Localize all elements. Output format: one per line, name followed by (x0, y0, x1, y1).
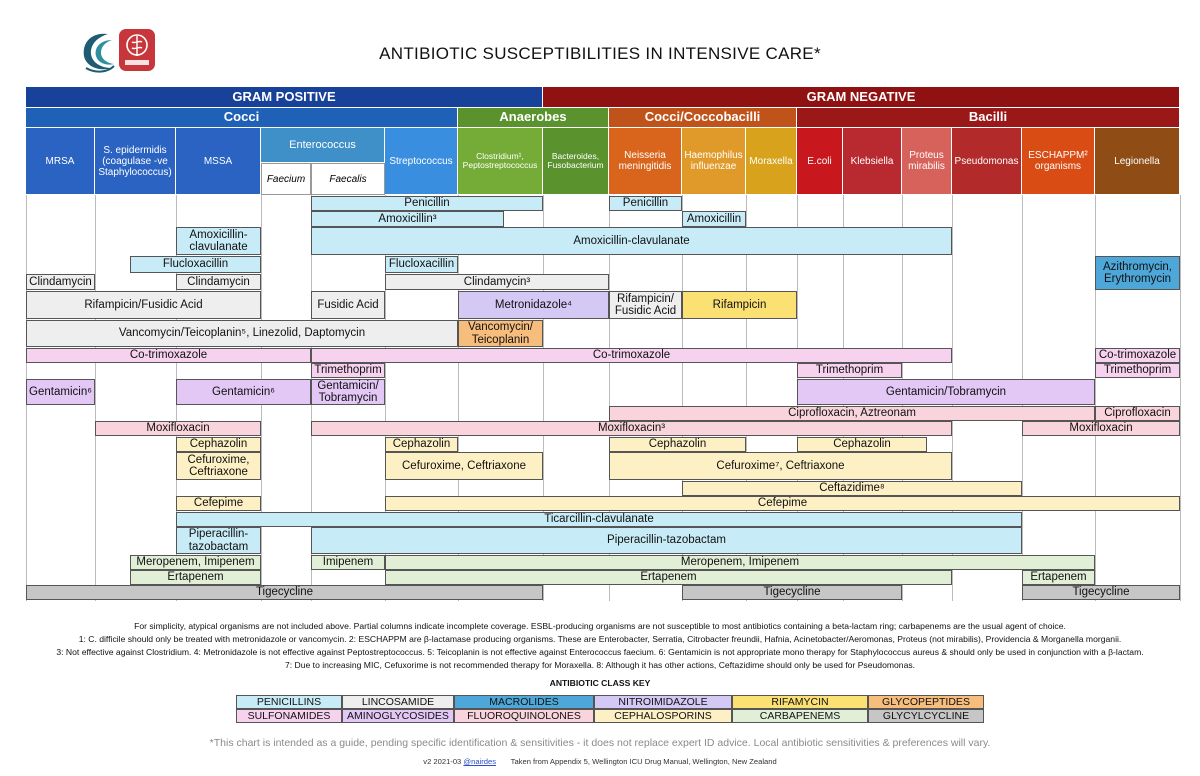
organism-pseudomonas: Pseudomonas (952, 128, 1022, 195)
bar-cephazolin: Cephazolin (609, 437, 746, 452)
key-macrolides: MACROLIDES (454, 695, 594, 709)
header-gram-positive: GRAM POSITIVE (26, 87, 543, 108)
bar-tigecycline: Tigecycline (26, 585, 543, 600)
bar-vancomycin: Vancomycin/Teicoplanin⁵, Linezolid, Daptomycin (26, 320, 458, 347)
key-title: ANTIBIOTIC CLASS KEY (549, 678, 651, 688)
organism-clostridium: Clostridium¹, Peptostreptococcus (458, 128, 543, 195)
organism-s-epidermidis: S. epidermidis (coagulase -ve Staphylococcus) (95, 128, 176, 195)
bar-cephazolin: Cephazolin (385, 437, 458, 452)
footnote-7-8: 7: Due to increasing MIC, Cefuxorime is not recommended therapy for Moraxella. 8: Although it has other actions, Ceftazidime should only be used for Pseudomonas. (284, 660, 916, 670)
version: v2 2021-03 (423, 757, 462, 766)
bar-rifampicin-fusidic-acid: Rifampicin/ Fusidic Acid (609, 291, 682, 319)
bar-clindamycin: Clindamycin (26, 274, 95, 290)
key-glycylcycline: GLYCYLCYCLINE (868, 709, 984, 723)
bar-flucloxacillin: Flucloxacillin (130, 256, 261, 273)
organism-mssa: MSSA (176, 128, 261, 195)
bar-cephazolin: Cephazolin (797, 437, 927, 452)
key-rifamycin: RIFAMYCIN (732, 695, 868, 709)
organism-bacteroides: Bacteroides, Fusobacterium (543, 128, 609, 195)
bar-co-trimoxazole: Co-trimoxazole (311, 348, 952, 363)
organism-moraxella: Moraxella (746, 128, 797, 195)
bar-meropenem-imipenem: Meropenem, Imipenem (130, 555, 261, 570)
bar-ertapenem: Ertapenem (130, 570, 261, 585)
disclaimer: *This chart is intended as a guide, pending specific identification & sensitivities - it does not replace expert ID advice. Local antibiotic sensitivities & preferences will vary. (209, 737, 991, 749)
bar-ceftazidime: Ceftazidime⁸ (682, 481, 1022, 496)
bar-piperacillin-tazobactam: Piperacillin- tazobactam (176, 527, 261, 554)
bar-ertapenem: Ertapenem (1022, 570, 1095, 585)
bar-gentamicin: Gentamicin⁶ (176, 379, 311, 405)
key-glycopeptides: GLYCOPEPTIDES (868, 695, 984, 709)
organism-faecium: Faecium (261, 163, 311, 195)
bar-co-trimoxazole: Co-trimoxazole (26, 348, 311, 363)
bar-imipenem: Imipenem (311, 555, 385, 570)
header-cocci-positive: Cocci (26, 108, 458, 128)
bar-metronidazole: Metronidazole⁴ (458, 291, 609, 319)
key-cephalosporins: CEPHALOSPORINS (594, 709, 732, 723)
bar-vancomycin: Vancomycin/ Teicoplanin (458, 320, 543, 347)
organism-haemophilus: Haemophilus influenzae (682, 128, 746, 195)
key-aminoglycosides: AMINOGLYCOSIDES (342, 709, 454, 723)
bar-gentamicin: Gentamicin⁶ (26, 379, 95, 405)
author-handle-link[interactable]: @nairdes (463, 757, 497, 766)
bar-gentamicin-tobramycin: Gentamicin/ Tobramycin (311, 379, 385, 405)
bar-tigecycline: Tigecycline (1022, 585, 1180, 600)
header-bacilli: Bacilli (797, 108, 1180, 128)
bar-cephazolin: Cephazolin (176, 437, 261, 452)
footnote-1-2: 1: C. difficile should only be treated with metronidazole or vancomycin. 2: ESCHAPPM are β-lactamase producing organisms. These are Enterobacter, Serratia, Citrobacter freundii, Hafnia, Acinetobacter/Aeromonas, Proteus (not mirabilis), Providencia & Morganella morganii. (78, 634, 1122, 644)
bar-moxifloxacin: Moxifloxacin (95, 421, 261, 436)
bar-amoxicillin-clavulanate: Amoxicillin-clavulanate (176, 227, 261, 255)
bar-piperacillin-tazobactam: Piperacillin-tazobactam (311, 527, 1022, 554)
key-lincosamide: LINCOSAMIDE (342, 695, 454, 709)
grid-line (95, 195, 96, 601)
bar-ciprofloxacin-aztreonam: Ciprofloxacin, Aztreonam (609, 406, 1095, 421)
bar-cefuroxime-ceftriaxone: Cefuroxime⁷, Ceftriaxone (609, 452, 952, 480)
bar-ertapenem: Ertapenem (385, 570, 952, 585)
key-sulfonamides: SULFONAMIDES (236, 709, 342, 723)
bar-cefuroxime-ceftriaxone: Cefuroxime, Ceftriaxone (385, 452, 543, 480)
bar-azithromycin: Azithromycin, Erythromycin (1095, 256, 1180, 290)
bar-penicillin: Penicillin (609, 196, 682, 211)
bar-flucloxacillin: Flucloxacillin (385, 256, 458, 273)
bar-penicillin: Penicillin (311, 196, 543, 211)
key-carbapenems: CARBAPENEMS (732, 709, 868, 723)
bar-gentamicin-tobramycin: Gentamicin/Tobramycin (797, 379, 1095, 405)
bar-rifampicin-fusidic-acid: Rifampicin/Fusidic Acid (26, 291, 261, 319)
bar-fusidic-acid: Fusidic Acid (311, 291, 385, 319)
organism-enterococcus: Enterococcus (261, 128, 385, 163)
header-cocci-coccobacilli: Cocci/Coccobacilli (609, 108, 797, 128)
bar-meropenem-imipenem: Meropenem, Imipenem (385, 555, 1095, 570)
bar-ciprofloxacin: Ciprofloxacin (1095, 406, 1180, 421)
bar-cefepime: Cefepime (176, 496, 261, 511)
organism-eschappm: ESCHAPPM² organisms (1022, 128, 1095, 195)
organism-mrsa: MRSA (26, 128, 95, 195)
credit-line (0, 757, 1200, 766)
bar-trimethoprim: Trimethoprim (1095, 363, 1180, 378)
source-text: Taken from Appendix 5, Wellington ICU Drug Manual, Wellington, New Zealand (510, 757, 777, 766)
bar-tigecycline: Tigecycline (682, 585, 902, 600)
bar-rifampicin: Rifampicin (682, 291, 797, 319)
footnote-general: For simplicity, atypical organisms are not included above. Partial columns indicate incomplete coverage. ESBL-producing organisms are not susceptible to most antibiotics containing a beta-lactam ring; carbapenems are the usual agent of choice. (134, 621, 1066, 631)
grid-line (1180, 195, 1181, 601)
bar-amoxicillin-clavulanate: Amoxicillin-clavulanate (311, 227, 952, 255)
bar-cefepime: Cefepime (385, 496, 1180, 511)
organism-faecalis: Faecalis (311, 163, 385, 195)
header-anaerobes: Anaerobes (458, 108, 609, 128)
bar-moxifloxacin: Moxifloxacin (1022, 421, 1180, 436)
bar-moxifloxacin: Moxifloxacin³ (311, 421, 952, 436)
key-fluoroquinolones: FLUOROQUINOLONES (454, 709, 594, 723)
bar-co-trimoxazole: Co-trimoxazole (1095, 348, 1180, 363)
bar-clindamycin: Clindamycin³ (385, 274, 609, 290)
organism-ecoli: E.coli (797, 128, 843, 195)
bar-trimethoprim: Trimethoprim (797, 363, 902, 378)
organism-klebsiella: Klebsiella (843, 128, 902, 195)
key-penicillins: PENICILLINS (236, 695, 342, 709)
bar-clindamycin: Clindamycin (176, 274, 261, 290)
page-title: ANTIBIOTIC SUSCEPTIBILITIES IN INTENSIVE CARE* (379, 44, 821, 63)
organism-legionella: Legionella (1095, 128, 1180, 195)
organism-proteus: Proteus mirabilis (902, 128, 952, 195)
organism-streptococcus: Streptococcus (385, 128, 458, 195)
bar-amoxicillin: Amoxicillin (682, 211, 746, 227)
organism-neisseria: Neisseria meningitidis (609, 128, 682, 195)
bar-trimethoprim: Trimethoprim (311, 363, 385, 378)
footnote-3-6: 3: Not effective against Clostridium. 4: Metronidazole is not effective against Peptostreptococcus. 5: Teicoplanin is not effective against Enterococcus faecium. 6: Gentamicin is not appropriate mono therapy for Staphylococcus aureus & should only be used in conjunction with a β-lactam. (56, 647, 1144, 657)
bar-ticarcillin-clavulanate: Ticarcillin-clavulanate (176, 512, 1022, 527)
header-gram-negative: GRAM NEGATIVE (543, 87, 1180, 108)
key-nitroimidazole: NITROIMIDAZOLE (594, 695, 732, 709)
bar-amoxicillin: Amoxicillin³ (311, 211, 504, 227)
bar-cefuroxime-ceftriaxone: Cefuroxime, Ceftriaxone (176, 452, 261, 480)
